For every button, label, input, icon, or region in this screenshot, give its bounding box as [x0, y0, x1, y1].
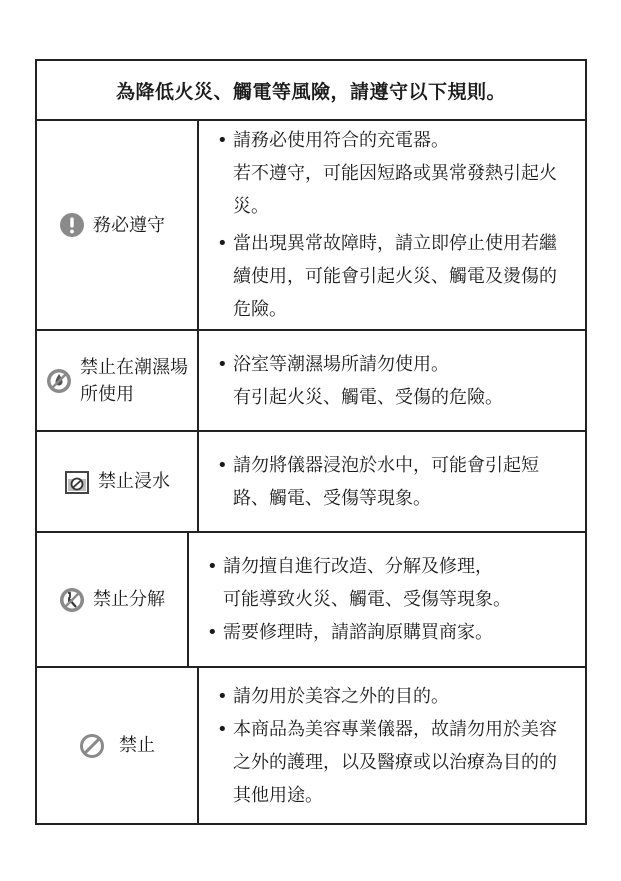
rule-row-must-follow: [37, 121, 585, 331]
no-immersion-icon: [64, 469, 90, 495]
rule-label: 禁止在潮濕場所使用: [80, 356, 188, 405]
rule-content: [199, 121, 585, 329]
list-item: [207, 616, 573, 649]
list-item: [217, 124, 573, 223]
list-item: [217, 227, 573, 326]
bullet: •: [217, 353, 228, 375]
rule-label: 禁止: [119, 735, 155, 756]
list-item: [217, 449, 573, 515]
list-item: [217, 348, 573, 414]
bullet: •: [217, 130, 228, 151]
rule-label: 務必遵守: [93, 214, 165, 236]
list-item-text: 浴室等潮濕場所請勿使用。 有引起火災、觸電、受傷的危險。: [233, 353, 503, 408]
rule-label: 禁止浸水: [98, 471, 170, 492]
bullet: •: [207, 556, 218, 577]
list-item-text: 請勿擅自進行改造、分解及修理， 可能導致火災、觸電、受傷等現象。: [223, 556, 511, 610]
rule-content: [189, 533, 585, 666]
bullet: •: [207, 622, 218, 643]
bullet: •: [217, 233, 228, 254]
bullet: •: [217, 685, 228, 707]
exclamation-icon: [59, 212, 85, 238]
rule-content: [199, 331, 585, 430]
rule-content: [199, 668, 585, 823]
rule-label-cell: [37, 121, 199, 329]
list-item-text: 本商品為美容專業儀器，故請勿用於美容之外的護理，以及醫療或以治療為目的的其他用途。: [233, 718, 557, 806]
rule-label: 禁止分解: [93, 589, 165, 610]
rule-row-no-immersion: [37, 432, 585, 533]
list-item-text: 請務必使用符合的充電器。 若不遵守，可能因短路或異常發熱引起火災。: [233, 130, 557, 217]
table-title: 為降低火災、觸電等風險，請遵守以下規則。: [37, 61, 585, 121]
list-item-text: 需要修理時，請諮詢原購買商家。: [223, 622, 493, 643]
rule-row-no-disassembly: [37, 533, 585, 668]
list-item: [207, 550, 573, 616]
no-humidity-icon: [46, 368, 72, 394]
bullet: •: [217, 718, 228, 740]
list-item-text: 請勿將儀器浸泡於水中，可能會引起短路、觸電、受傷等現象。: [233, 454, 539, 509]
prohibited-icon: [79, 733, 105, 759]
no-disassembly-icon: [59, 587, 85, 613]
rule-row-no-humidity: [37, 331, 585, 432]
rule-row-prohibited: [37, 668, 585, 823]
list-item: [217, 680, 573, 713]
rule-content: [199, 432, 585, 531]
list-item-text: 當出現異常故障時，請立即停止使用若繼續使用，可能會引起火災、觸電及燙傷的危險。: [233, 233, 557, 320]
rule-label-cell: [37, 668, 199, 823]
safety-table: [35, 59, 587, 825]
list-item: [217, 713, 573, 812]
list-item-text: 請勿用於美容之外的目的。: [233, 685, 449, 707]
bullet: •: [217, 454, 228, 476]
rule-label-cell: [37, 432, 199, 531]
rule-label-cell: [37, 331, 199, 430]
rule-label-cell: [37, 533, 189, 666]
